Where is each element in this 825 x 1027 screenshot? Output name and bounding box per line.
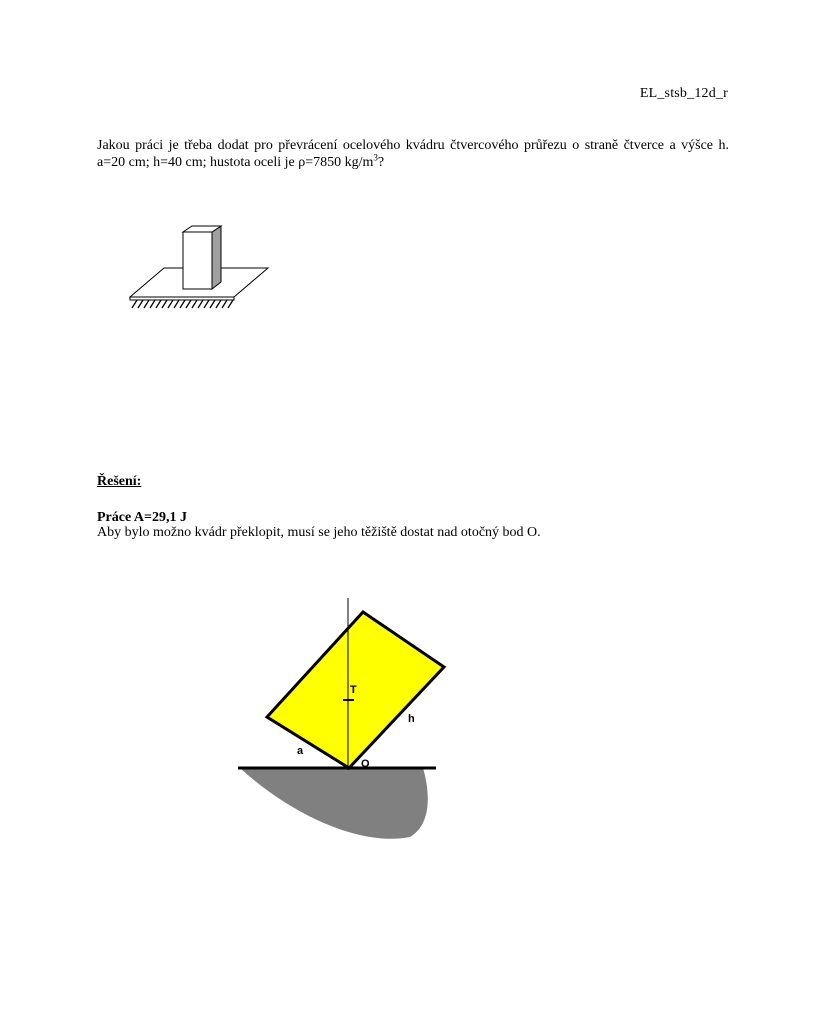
solution-explanation: Aby bylo možno kvádr překlopit, musí se jeho těžiště dostat nad otočný bod O. [97,525,541,540]
solution-heading: Řešení: [97,474,142,489]
plate-edge [130,297,234,300]
ground-hatching [132,300,233,308]
block-front-face [183,232,212,289]
label-T: T [350,684,357,696]
label-h: h [408,713,415,725]
problem-text: Jakou práci je třeba dodat pro převrácení ocelového kvádru čtvercového průřezu o straně čtverce a výšce h. a=20 cm; h=40 cm; hustota oceli je ρ=7850 kg/m [97,138,729,170]
problem-statement [97,137,729,171]
tipping-block-figure [220,592,460,842]
problem-exponent: 3 [373,152,378,163]
work-result: Práce A=29,1 J [97,510,188,525]
label-a: a [297,745,304,757]
block-on-plate-figure [126,222,276,317]
label-O: O [361,758,370,770]
document-code: EL_stsb_12d_r [639,86,728,101]
block-side-face [212,226,221,289]
problem-text-end: ? [377,155,385,170]
rotation-shadow [240,768,428,839]
